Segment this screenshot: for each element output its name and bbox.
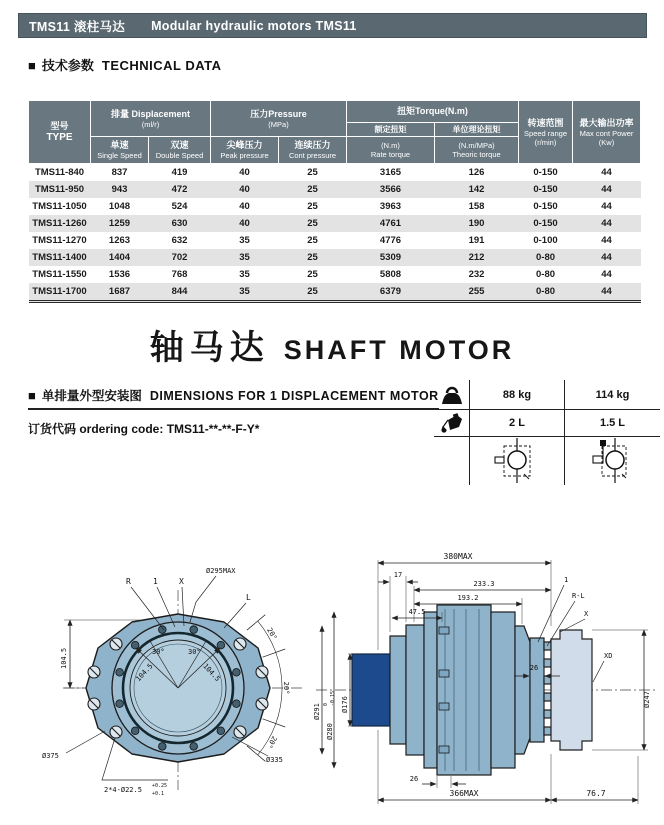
col-header-single-speed xyxy=(91,137,149,164)
dim-bolt-tol-sub: +0.1 xyxy=(152,791,165,797)
cell-double: 632 xyxy=(171,235,188,246)
taper-section xyxy=(515,626,530,754)
cell-power: 44 xyxy=(601,269,612,280)
cell-peak: 40 xyxy=(239,218,250,229)
single-en: Single Speed xyxy=(97,151,142,160)
dim-233-3: 233.3 xyxy=(473,580,495,588)
dimensions-heading-zh: 单排量外型安装图 xyxy=(41,389,142,403)
dim-d335: Ø335 xyxy=(266,756,283,764)
cell-rate: 3566 xyxy=(379,184,402,195)
peak-zh: 尖峰压力 xyxy=(226,140,263,150)
shaft-motor-heading xyxy=(0,320,664,369)
cell-cont: 25 xyxy=(307,235,318,246)
cell-speed: 0-150 xyxy=(533,184,558,195)
theoric-zh: 单位理论扭矩 xyxy=(452,125,501,134)
cell-cont: 25 xyxy=(307,269,318,280)
cell-double: 768 xyxy=(171,269,188,280)
power-zh: 最大输出功率 xyxy=(579,117,634,128)
side-view-body xyxy=(316,605,656,775)
cell-speed: 0-150 xyxy=(533,201,558,212)
cont-en: Cont pressure xyxy=(288,151,337,160)
volume-value-b: 1.5 L xyxy=(565,410,660,437)
table-row xyxy=(29,181,641,198)
theoric-unit: (N.m/MPa) xyxy=(458,141,495,150)
weight-value-b: 114 kg xyxy=(565,380,660,410)
peak-en: Peak pressure xyxy=(220,151,269,160)
cell-power: 44 xyxy=(601,184,612,195)
dim-angle-20-2: 20° xyxy=(282,681,290,695)
cell-type: TMS11-1550 xyxy=(32,269,87,280)
shaft-motor-zh: 轴马达 xyxy=(149,329,270,367)
cell-double: 702 xyxy=(171,252,188,263)
dim-47-5: 47.5 xyxy=(408,608,426,616)
table-row xyxy=(29,266,641,283)
col-header-type xyxy=(29,101,91,164)
speed-en: Speed range xyxy=(524,128,567,138)
cell-rate: 6379 xyxy=(347,283,435,302)
cell-theoric: 255 xyxy=(435,283,519,302)
theoric-en: Theoric torque xyxy=(452,150,501,159)
cell-speed: 0-80 xyxy=(519,283,573,302)
symbol-empty-cell xyxy=(434,437,470,485)
col-header-max-power xyxy=(573,101,641,164)
double-en: Double Speed xyxy=(155,151,204,160)
cell-peak: 35 xyxy=(239,235,250,246)
label-xd: XD xyxy=(604,652,613,660)
cell-type: TMS11-1700 xyxy=(29,283,91,302)
cell-type: TMS11-1050 xyxy=(32,201,87,212)
motor-symbol-a-cell xyxy=(470,437,565,485)
cell-power: 44 xyxy=(601,252,612,263)
single-zh: 单速 xyxy=(110,140,129,150)
dim-d295max: Ø295MAX xyxy=(206,567,236,575)
pressure-unit: (MPa) xyxy=(268,119,289,129)
front-view-drawing xyxy=(18,542,350,825)
cell-peak: 40 xyxy=(239,184,250,195)
motor-schematic-symbol xyxy=(494,438,540,484)
cell-double: 419 xyxy=(171,167,188,178)
col-header-rate-torque xyxy=(347,137,435,164)
table-row xyxy=(29,215,641,232)
cell-type: TMS11-1270 xyxy=(32,235,87,246)
cell-single: 1536 xyxy=(108,269,131,280)
dim-26-top: 26 xyxy=(529,664,539,672)
pressure-zh: 压力Pressure xyxy=(250,108,307,119)
col-header-speed-range xyxy=(519,101,573,164)
rate-zh: 额定扭矩 xyxy=(374,125,407,134)
output-shaft xyxy=(352,654,390,726)
dim-bolt-spec: 2*4-Ø22.5 xyxy=(104,786,142,794)
page-header-bar xyxy=(18,13,647,38)
cell-type: TMS11-950 xyxy=(34,184,85,195)
dim-d280-tol-sub: -0.15 xyxy=(330,690,336,706)
cell-peak: 35 xyxy=(211,283,279,302)
technical-heading-zh: 技术参数 xyxy=(41,58,94,73)
cell-power: 44 xyxy=(601,201,612,212)
cell-rate: 5309 xyxy=(379,252,402,263)
cell-single: 1687 xyxy=(91,283,149,302)
cell-rate: 5808 xyxy=(379,269,402,280)
cell-single: 1263 xyxy=(108,235,131,246)
cell-speed: 0-80 xyxy=(536,252,556,263)
dimensions-heading xyxy=(28,386,439,410)
rate-unit: (N.m) xyxy=(381,141,400,150)
dim-d280-tol-sup: 0 xyxy=(323,702,329,706)
motor-brake-schematic-symbol xyxy=(590,438,636,484)
weight-icon-cell xyxy=(434,380,470,410)
cell-peak: 40 xyxy=(239,201,250,212)
dim-366max: 366MAX xyxy=(449,789,479,798)
cell-theoric: 158 xyxy=(468,201,485,212)
side-view-drawing xyxy=(308,530,664,825)
dim-26-bottom: 26 xyxy=(409,775,419,783)
square-bullet-icon: ■ xyxy=(28,58,36,73)
cell-power: 44 xyxy=(573,283,641,302)
cell-rate: 3963 xyxy=(379,201,402,212)
col-header-theoric-torque xyxy=(435,137,519,164)
dim-radius-104-left: 104.5 xyxy=(134,662,155,684)
dim-d375: Ø375 xyxy=(42,752,59,760)
cell-double: 472 xyxy=(171,184,188,195)
ordering-label: 订货代码 ordering code: xyxy=(28,422,164,436)
cell-speed: 0-80 xyxy=(536,269,556,280)
displacement-unit: (ml/r) xyxy=(141,119,160,129)
dim-radius-104-right: 104.5 xyxy=(201,662,222,684)
col-header-displacement xyxy=(91,101,211,137)
dim-d291: Ø291 xyxy=(313,703,321,720)
table-body xyxy=(29,164,641,302)
col-header-theoric-torque-zh xyxy=(435,123,519,137)
cell-theoric: 191 xyxy=(468,235,485,246)
spline-teeth xyxy=(544,642,551,735)
cell-cont: 25 xyxy=(307,218,318,229)
weight-icon xyxy=(439,384,465,406)
cell-cont: 25 xyxy=(307,167,318,178)
ordering-code-line xyxy=(28,420,259,437)
cell-rate: 3165 xyxy=(379,167,402,178)
cell-power: 44 xyxy=(601,167,612,178)
label-port-l: L xyxy=(246,593,251,602)
cell-theoric: 212 xyxy=(468,252,485,263)
cell-single: 943 xyxy=(111,184,128,195)
cell-single: 837 xyxy=(111,167,128,178)
weight-volume-box xyxy=(434,380,660,485)
power-unit: (Kw) xyxy=(598,137,615,147)
type-zh: 型号 xyxy=(50,120,69,131)
cell-type: TMS11-1260 xyxy=(32,218,87,229)
header-title-en: Modular hydraulic motors TMS11 xyxy=(151,18,357,33)
rate-en: Rate torque xyxy=(370,150,411,159)
cell-speed: 0-100 xyxy=(533,235,558,246)
dim-104-vertical: 104.5 xyxy=(60,647,68,669)
col-header-rate-torque-zh xyxy=(347,123,435,137)
cell-rate: 4776 xyxy=(379,235,402,246)
weight-value-a: 88 kg xyxy=(470,380,565,410)
dim-17: 17 xyxy=(393,571,403,579)
label-port-x: X xyxy=(179,577,184,586)
label-port-x: X xyxy=(584,610,589,618)
dim-angle-20-1: 20° xyxy=(265,626,279,642)
cell-cont: 25 xyxy=(307,184,318,195)
label-port-1: 1 xyxy=(153,577,158,586)
ordering-code: TMS11-**-**-F-Y* xyxy=(166,422,260,436)
power-en: Max cont Power xyxy=(579,128,634,138)
table-row xyxy=(29,164,641,182)
speed-unit: (r/min) xyxy=(534,137,557,147)
table-header xyxy=(29,101,641,164)
dim-angle-30-left: 30° xyxy=(152,648,165,656)
cell-type: TMS11-1400 xyxy=(32,252,87,263)
table-row xyxy=(29,232,641,249)
cell-theoric: 232 xyxy=(468,269,485,280)
speed-zh: 转速范围 xyxy=(527,117,564,128)
dim-angle-20-3: 20° xyxy=(265,734,279,750)
torque-zh: 扭矩Torque(N.m) xyxy=(397,106,468,116)
cell-cont: 25 xyxy=(279,283,347,302)
volume-value-a: 2 L xyxy=(470,410,565,437)
motor-symbol-b-cell xyxy=(565,437,660,485)
cell-cont: 25 xyxy=(307,252,318,263)
cell-theoric: 126 xyxy=(468,167,485,178)
table-row xyxy=(29,198,641,215)
cell-double: 524 xyxy=(171,201,188,212)
dim-193-2: 193.2 xyxy=(457,594,479,602)
cell-peak: 35 xyxy=(239,252,250,263)
cell-cont: 25 xyxy=(307,201,318,212)
cell-power: 44 xyxy=(601,218,612,229)
technical-data-heading xyxy=(28,55,222,74)
cell-speed: 0-150 xyxy=(533,218,558,229)
dimensions-heading-en: DIMENSIONS FOR 1 DISPLACEMENT MOTOR xyxy=(149,389,439,403)
cell-theoric: 190 xyxy=(468,218,485,229)
double-zh: 双速 xyxy=(170,140,189,150)
cell-single: 1404 xyxy=(108,252,131,263)
type-en: TYPE xyxy=(46,131,73,143)
technical-data-table xyxy=(28,100,641,303)
cell-speed: 0-150 xyxy=(533,167,558,178)
table-row xyxy=(29,249,641,266)
displacement-zh: 排量 Displacement xyxy=(110,108,191,119)
square-bullet-icon: ■ xyxy=(28,388,36,403)
header-title-zh: TMS11 滚柱马达 xyxy=(29,19,126,34)
cell-peak: 35 xyxy=(239,269,250,280)
col-header-cont-pressure xyxy=(279,137,347,164)
cell-single: 1048 xyxy=(108,201,131,212)
col-header-torque xyxy=(347,101,519,123)
oil-icon-cell xyxy=(434,410,470,437)
label-port-1: 1 xyxy=(564,576,569,584)
dim-380max: 380MAX xyxy=(443,552,473,561)
table-row xyxy=(29,283,641,302)
dim-d176: Ø176 xyxy=(341,696,349,713)
dim-angle-30-right: 30° xyxy=(188,648,201,656)
col-header-peak-pressure xyxy=(211,137,279,164)
col-header-double-speed xyxy=(149,137,211,164)
technical-heading-en: TECHNICAL DATA xyxy=(101,58,222,73)
label-port-rl: R-L xyxy=(572,592,585,600)
shaft-motor-en: SHAFT MOTOR xyxy=(283,335,515,365)
label-port-r: R xyxy=(126,577,131,586)
col-header-pressure xyxy=(211,101,347,137)
cell-double: 630 xyxy=(171,218,188,229)
cell-rate: 4761 xyxy=(379,218,402,229)
distributor-block xyxy=(530,638,544,742)
cell-type: TMS11-840 xyxy=(34,167,85,178)
rear-flange xyxy=(551,630,592,750)
cell-single: 1259 xyxy=(108,218,131,229)
dim-bolt-tol-sup: +0.25 xyxy=(152,783,168,789)
dim-d280: Ø280 xyxy=(326,723,334,740)
cell-double: 844 xyxy=(149,283,211,302)
cont-zh: 连续压力 xyxy=(294,140,331,150)
cell-power: 44 xyxy=(601,235,612,246)
dim-76-7: 76.7 xyxy=(586,789,606,798)
dim-d247: Ø247 xyxy=(643,691,651,708)
oil-can-icon xyxy=(439,412,465,434)
cell-theoric: 142 xyxy=(468,184,485,195)
cell-peak: 40 xyxy=(239,167,250,178)
